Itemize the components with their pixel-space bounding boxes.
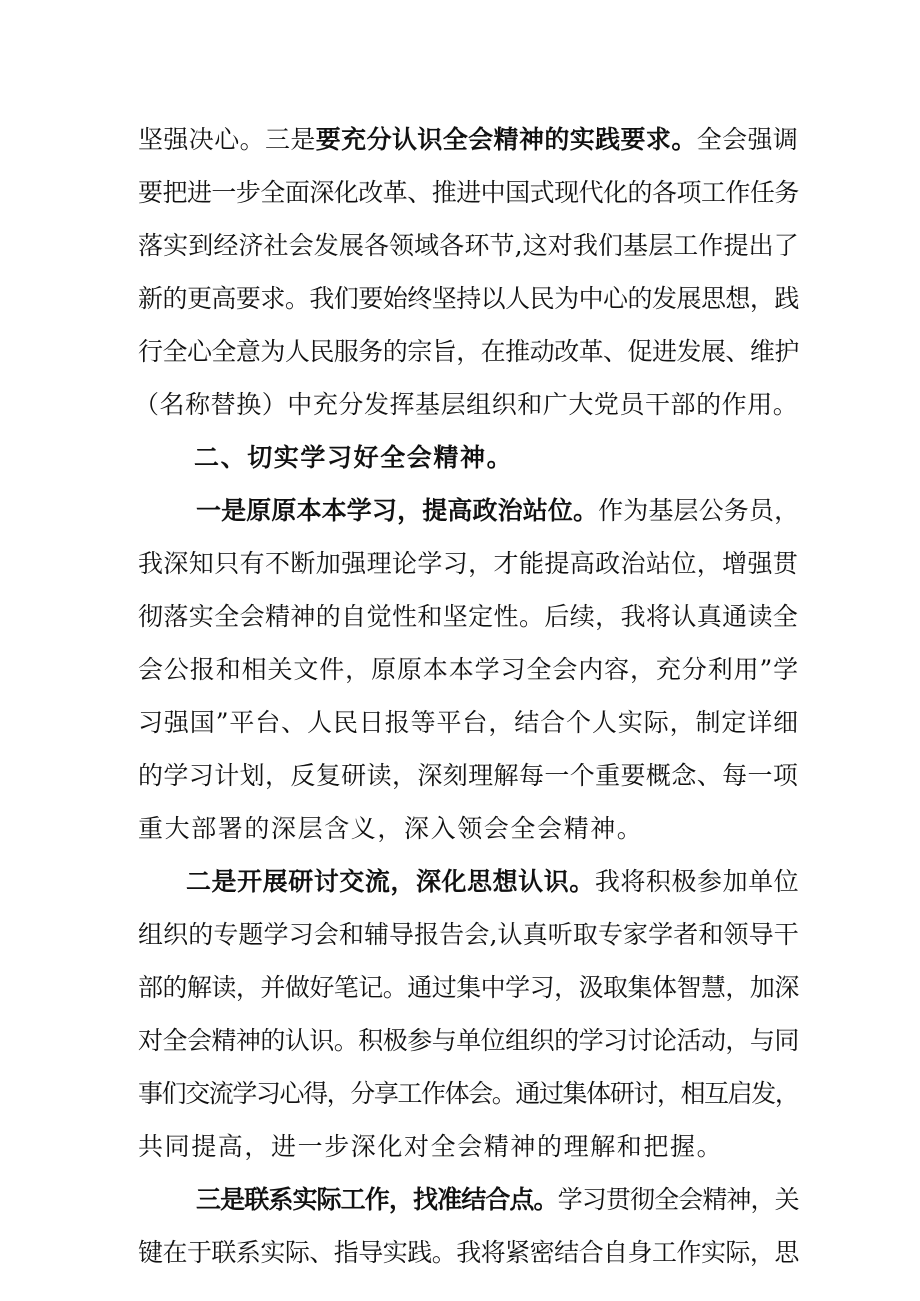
text-line	[138, 915, 800, 955]
line-text: 要把进一步全面深化改革、推进中国式现代化的各项工作任务	[138, 178, 799, 207]
text-line	[186, 862, 800, 902]
line-bold-text: 要充分认识全会精神的实践要求。	[315, 125, 697, 154]
line-text: 作为基层公务员，	[598, 496, 800, 525]
text-line	[138, 650, 800, 690]
line-text: 落实到经济社会发展各领域各环节,这对我们基层工作提出了	[138, 231, 799, 260]
text-line	[138, 226, 800, 266]
line-text: 新的更高要求。我们要始终坚持以人民为中心的发展思想，践	[138, 284, 799, 313]
text-line	[196, 491, 800, 531]
text-line	[138, 809, 800, 849]
text-line	[138, 279, 800, 319]
text-line	[138, 120, 800, 160]
line-bold-lead: 一是原原本本学习，提高政治站位。	[196, 496, 599, 525]
line-text: 事们交流学习心得，分享工作体会。通过集体研讨，相互启发，	[138, 1079, 799, 1108]
text-line	[138, 1074, 800, 1114]
line-text: 部的解读，并做好笔记。通过集中学习，汲取集体智慧，加深	[138, 973, 799, 1002]
line-text: 学习贯彻全会精神，关	[557, 1185, 799, 1214]
line-text: 对全会精神的认识。积极参与单位组织的学习讨论活动，与同	[138, 1026, 799, 1055]
text-line	[138, 597, 800, 637]
text-line	[138, 703, 800, 743]
line-text: 共同提高，进一步深化对全会精神的理解和把握。	[138, 1132, 724, 1161]
text-line	[138, 1233, 800, 1273]
line-text: 行全心全意为人民服务的宗旨，在推动改革、促进发展、维护	[138, 337, 799, 366]
section-heading-text: 二、切实学习好全会精神。	[194, 443, 514, 472]
text-line	[196, 1180, 800, 1220]
text-line	[134, 385, 800, 425]
line-text: 组织的专题学习会和辅导报告会,认真听取专家学者和领导干	[138, 920, 799, 949]
line-text: 我将积极参加单位	[594, 867, 800, 896]
line-text: 习强国”平台、人民日报等平台，结合个人实际，制定详细	[138, 708, 800, 737]
line-bold-lead: 三是联系实际工作，找准结合点。	[196, 1185, 558, 1214]
text-line	[138, 968, 800, 1008]
line-bold-lead: 二是开展研讨交流，深化思想认识。	[186, 867, 595, 896]
text-line	[138, 756, 800, 796]
line-text: 我深知只有不断加强理论学习，才能提高政治站位，增强贯	[138, 549, 799, 578]
line-text: 坚强决心。三是	[138, 125, 316, 154]
section-heading	[194, 438, 800, 478]
line-text: （名称替换）中充分发挥基层组织和广大党员干部的作用。	[134, 390, 799, 419]
text-line	[138, 1021, 800, 1061]
line-text: 的学习计划，反复研读，深刻理解每一个重要概念、每一项	[138, 761, 799, 790]
text-line	[138, 544, 800, 584]
line-text: 彻落实全会精神的自觉性和坚定性。后续，我将认真通读全	[138, 602, 799, 631]
line-tail-text: 全会强调	[696, 125, 799, 154]
line-text: 重大部署的深层含义，深入领会全会精神。	[138, 814, 644, 843]
text-line	[138, 1127, 800, 1167]
text-line	[138, 173, 800, 213]
line-text: 键在于联系实际、指导实践。我将紧密结合自身工作实际，思	[138, 1238, 799, 1267]
text-line	[138, 332, 800, 372]
line-text: 会公报和相关文件，原原本本学习全会内容，充分利用”学	[138, 655, 800, 684]
